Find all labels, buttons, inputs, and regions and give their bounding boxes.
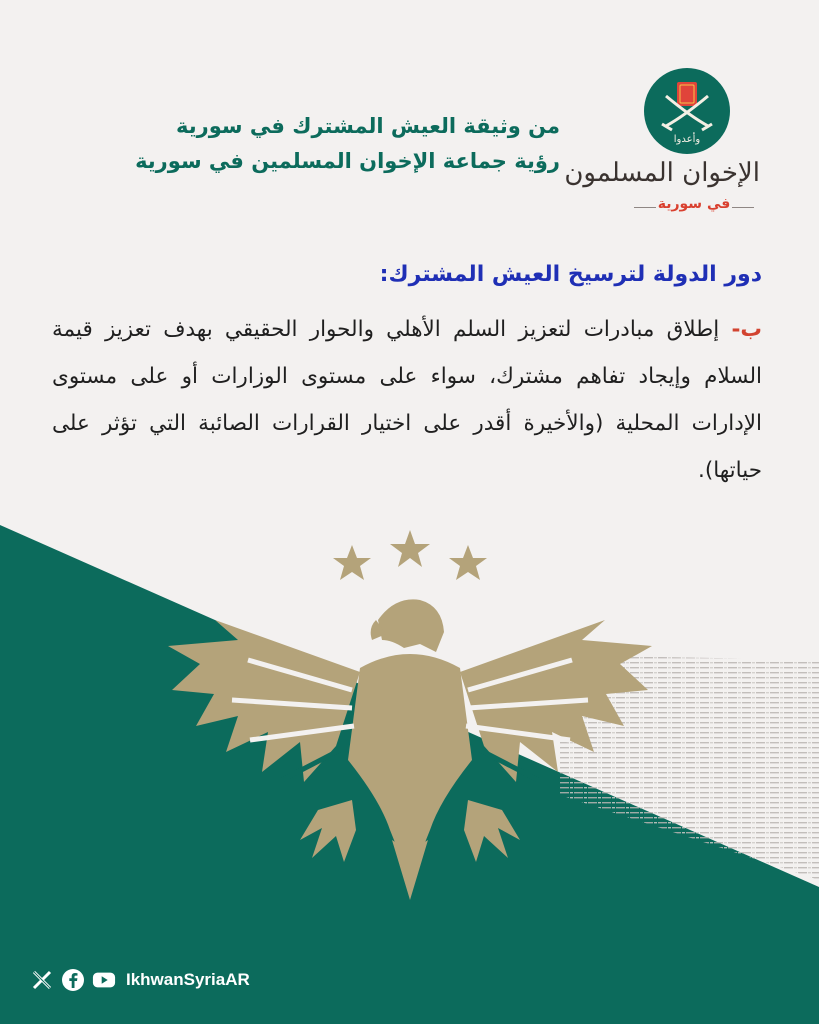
logo-motto: وأعدوا (673, 134, 701, 145)
youtube-icon[interactable] (92, 968, 116, 992)
header-line-1: من وثيقة العيش المشترك في سورية (176, 114, 560, 138)
header-line-2: رؤية جماعة الإخوان المسلمين في سورية (135, 149, 560, 173)
logo-rule-right (732, 207, 754, 208)
item-text: إطلاق مبادرات لتعزيز السلم الأهلي والحوار الحقيقي بهدف تعزيز قيمة السلام وإيجاد تفاهم مشترك، سواء على مستوى الوزارات أو على مستوى الإدارات المحلية (والأخيرة أقدر على اختيار القرارات الصائبة التي تؤثر على حياتها). (52, 317, 762, 483)
section-title: دور الدولة لترسيخ العيش المشترك: (379, 262, 762, 287)
x-icon[interactable] (30, 968, 54, 992)
facebook-icon[interactable] (61, 968, 85, 992)
social-handle[interactable]: IkhwanSyriaAR (126, 970, 250, 989)
three-stars-icon (333, 530, 487, 580)
item-paragraph (52, 306, 762, 494)
logo-name: الإخوان المسلمون (564, 158, 760, 188)
brotherhood-logo (564, 62, 760, 232)
item-marker: ب- (731, 317, 762, 342)
logo-subtitle: في سورية (657, 196, 731, 212)
social-footer (30, 966, 250, 994)
